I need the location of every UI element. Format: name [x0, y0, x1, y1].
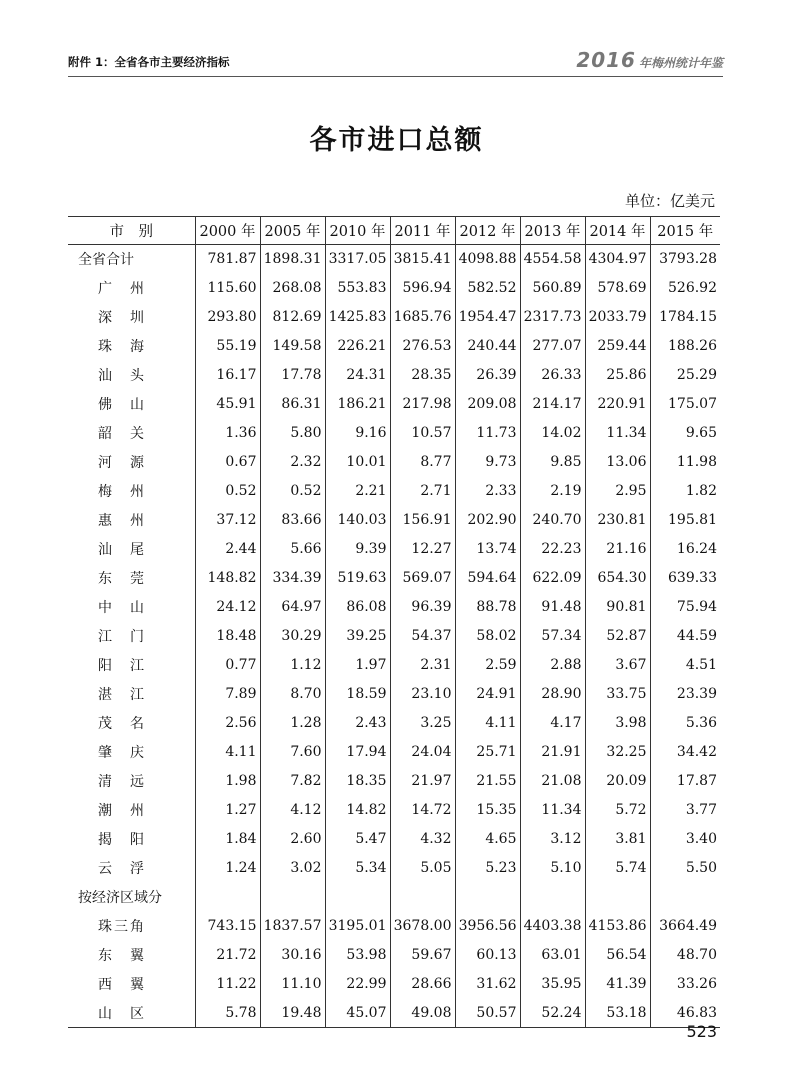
- table-cell: 175.07: [650, 390, 720, 419]
- table-cell: 26.33: [520, 361, 585, 390]
- table-row: [68, 361, 720, 390]
- section-label: 附件 1：全省各市主要经济指标: [68, 55, 230, 69]
- table-cell: 277.07: [520, 332, 585, 361]
- row-label: 江 门: [98, 629, 146, 645]
- table-cell: 48.70: [650, 941, 720, 970]
- table-cell: 1.12: [260, 651, 325, 680]
- table-cell: 2033.79: [585, 303, 650, 332]
- table-cell: 3.77: [650, 796, 720, 825]
- table-cell: 334.39: [260, 564, 325, 593]
- table-cell: 1425.83: [325, 303, 390, 332]
- table-cell: 46.83: [650, 999, 720, 1028]
- table-cell: 209.08: [455, 390, 520, 419]
- row-label: 肇 庆: [98, 745, 146, 761]
- table-cell: 156.91: [390, 506, 455, 535]
- table-cell: 75.94: [650, 593, 720, 622]
- table-cell: 57.34: [520, 622, 585, 651]
- table-cell: 5.50: [650, 854, 720, 883]
- table-cell: 2.32: [260, 448, 325, 477]
- table-cell: 4.12: [260, 796, 325, 825]
- table-row: [68, 506, 720, 535]
- table-cell: 812.69: [260, 303, 325, 332]
- table-cell: 594.64: [455, 564, 520, 593]
- table-cell: 9.16: [325, 419, 390, 448]
- table-cell: 5.05: [390, 854, 455, 883]
- table-cell: 11.34: [520, 796, 585, 825]
- table-row: [68, 535, 720, 564]
- table-cell: 56.54: [585, 941, 650, 970]
- table-cell: 622.09: [520, 564, 585, 593]
- table-row: [68, 767, 720, 796]
- table-cell: 582.52: [455, 274, 520, 303]
- table-cell: 24.31: [325, 361, 390, 390]
- table-cell: 0.52: [260, 477, 325, 506]
- table-cell: 4554.58: [520, 245, 585, 274]
- row-label: 湛 江: [98, 687, 146, 703]
- table-cell: 569.07: [390, 564, 455, 593]
- table-cell: [195, 883, 260, 912]
- table-cell: 11.10: [260, 970, 325, 999]
- table-row: [68, 825, 720, 854]
- table-cell: 3.02: [260, 854, 325, 883]
- table-row: [68, 651, 720, 680]
- table-cell: 21.72: [195, 941, 260, 970]
- table-header-row: [68, 217, 720, 245]
- table-cell: 1.27: [195, 796, 260, 825]
- table-cell: 23.10: [390, 680, 455, 709]
- table-cell: 24.91: [455, 680, 520, 709]
- table-cell: 2.31: [390, 651, 455, 680]
- table-cell: 1.97: [325, 651, 390, 680]
- table-cell: 148.82: [195, 564, 260, 593]
- table-cell: [520, 883, 585, 912]
- table-cell: 4.32: [390, 825, 455, 854]
- table-cell: 2.95: [585, 477, 650, 506]
- table-cell: 596.94: [390, 274, 455, 303]
- table-cell: 526.92: [650, 274, 720, 303]
- table-cell: 86.31: [260, 390, 325, 419]
- row-label: 河 源: [98, 455, 146, 471]
- table-cell: 1954.47: [455, 303, 520, 332]
- table-cell: 4403.38: [520, 912, 585, 941]
- table-cell: 28.90: [520, 680, 585, 709]
- table-cell: 23.39: [650, 680, 720, 709]
- table-cell: 3815.41: [390, 245, 455, 274]
- table-cell: 21.08: [520, 767, 585, 796]
- table-cell: 10.01: [325, 448, 390, 477]
- table-cell: 149.58: [260, 332, 325, 361]
- table-cell: 8.70: [260, 680, 325, 709]
- table-cell: 34.42: [650, 738, 720, 767]
- table-cell: 90.81: [585, 593, 650, 622]
- row-label: 惠 州: [98, 513, 146, 529]
- table-cell: 3678.00: [390, 912, 455, 941]
- table-cell: [650, 883, 720, 912]
- table-cell: 86.08: [325, 593, 390, 622]
- row-label: 按经济区域分: [78, 890, 162, 906]
- table-cell: 19.48: [260, 999, 325, 1028]
- table-row: [68, 448, 720, 477]
- table-cell: 52.87: [585, 622, 650, 651]
- page-number: 523: [686, 1022, 717, 1041]
- table-cell: 4.11: [455, 709, 520, 738]
- table-cell: 44.59: [650, 622, 720, 651]
- table-cell: 14.72: [390, 796, 455, 825]
- table-cell: 202.90: [455, 506, 520, 535]
- row-label: 潮 州: [98, 803, 146, 819]
- yearbook-title: [576, 48, 723, 72]
- table-cell: [260, 883, 325, 912]
- table-cell: 10.57: [390, 419, 455, 448]
- table-cell: 214.17: [520, 390, 585, 419]
- table-cell: 0.67: [195, 448, 260, 477]
- table-cell: 25.86: [585, 361, 650, 390]
- table-cell: 9.39: [325, 535, 390, 564]
- table-row: [68, 999, 720, 1028]
- table-cell: 2.44: [195, 535, 260, 564]
- table-cell: 217.98: [390, 390, 455, 419]
- table-cell: 5.72: [585, 796, 650, 825]
- table-cell: 14.82: [325, 796, 390, 825]
- row-label: 全省合计: [78, 252, 134, 269]
- table-cell: 1.84: [195, 825, 260, 854]
- table-cell: 1685.76: [390, 303, 455, 332]
- table-row: [68, 564, 720, 593]
- table-cell: 9.85: [520, 448, 585, 477]
- table-cell: 24.12: [195, 593, 260, 622]
- table-cell: 2.59: [455, 651, 520, 680]
- table-cell: 22.99: [325, 970, 390, 999]
- row-label: 珠三角: [98, 919, 146, 935]
- table-cell: 30.16: [260, 941, 325, 970]
- table-cell: 21.16: [585, 535, 650, 564]
- table-cell: 11.98: [650, 448, 720, 477]
- table-row: [68, 390, 720, 419]
- table-cell: 22.23: [520, 535, 585, 564]
- table-row: [68, 245, 720, 274]
- table-row: [68, 419, 720, 448]
- table-cell: 276.53: [390, 332, 455, 361]
- table-row: [68, 912, 720, 941]
- row-label: 深 圳: [98, 310, 146, 326]
- table-row: [68, 680, 720, 709]
- table-cell: 30.29: [260, 622, 325, 651]
- table-cell: 25.29: [650, 361, 720, 390]
- table-cell: 220.91: [585, 390, 650, 419]
- table-cell: [390, 883, 455, 912]
- table-cell: 17.78: [260, 361, 325, 390]
- table-cell: 5.23: [455, 854, 520, 883]
- table-cell: 25.71: [455, 738, 520, 767]
- import-table: [68, 216, 720, 1028]
- row-label: 中 山: [98, 600, 146, 616]
- table-cell: 4.51: [650, 651, 720, 680]
- table-cell: 17.94: [325, 738, 390, 767]
- table-cell: 21.55: [455, 767, 520, 796]
- table-cell: 5.78: [195, 999, 260, 1028]
- table-cell: [585, 883, 650, 912]
- table-cell: 9.73: [455, 448, 520, 477]
- column-header-year: 2000 年: [195, 217, 260, 245]
- table-cell: 639.33: [650, 564, 720, 593]
- table-cell: 15.35: [455, 796, 520, 825]
- table-cell: 16.17: [195, 361, 260, 390]
- row-label: 清 远: [98, 774, 146, 790]
- table-cell: 186.21: [325, 390, 390, 419]
- table-cell: 2317.73: [520, 303, 585, 332]
- table-cell: 1.24: [195, 854, 260, 883]
- column-header-year: 2014 年: [585, 217, 650, 245]
- table-row: [68, 738, 720, 767]
- column-header-city: 市 别: [68, 217, 195, 245]
- table-row: [68, 796, 720, 825]
- table-cell: 1898.31: [260, 245, 325, 274]
- table-cell: 18.48: [195, 622, 260, 651]
- row-label: 珠 海: [98, 339, 146, 355]
- table-cell: 4.65: [455, 825, 520, 854]
- table-cell: 60.13: [455, 941, 520, 970]
- table-row: [68, 303, 720, 332]
- table-cell: 3.25: [390, 709, 455, 738]
- table-cell: 1837.57: [260, 912, 325, 941]
- table-cell: 45.07: [325, 999, 390, 1028]
- table-cell: 5.36: [650, 709, 720, 738]
- table-cell: 91.48: [520, 593, 585, 622]
- row-label: 韶 关: [98, 426, 146, 442]
- table-cell: 4304.97: [585, 245, 650, 274]
- row-label: 佛 山: [98, 397, 146, 413]
- table-row: [68, 709, 720, 738]
- table-cell: 1.98: [195, 767, 260, 796]
- table-cell: 45.91: [195, 390, 260, 419]
- table-cell: 11.73: [455, 419, 520, 448]
- table-cell: 12.27: [390, 535, 455, 564]
- table-row: [68, 332, 720, 361]
- table-cell: 21.91: [520, 738, 585, 767]
- table-cell: 35.95: [520, 970, 585, 999]
- table-cell: 11.34: [585, 419, 650, 448]
- table-cell: 13.74: [455, 535, 520, 564]
- table-cell: 54.37: [390, 622, 455, 651]
- table-cell: 5.10: [520, 854, 585, 883]
- table-row: [68, 883, 720, 912]
- table-cell: 226.21: [325, 332, 390, 361]
- table-cell: 3.98: [585, 709, 650, 738]
- row-label: 汕 尾: [98, 542, 146, 558]
- table-cell: 4.11: [195, 738, 260, 767]
- table-cell: 26.39: [455, 361, 520, 390]
- table-cell: [325, 883, 390, 912]
- table-cell: 13.06: [585, 448, 650, 477]
- table-cell: 14.02: [520, 419, 585, 448]
- table-cell: 2.88: [520, 651, 585, 680]
- table-cell: 3.67: [585, 651, 650, 680]
- table-row: [68, 622, 720, 651]
- table-cell: 5.34: [325, 854, 390, 883]
- table-cell: 53.98: [325, 941, 390, 970]
- table-cell: 28.66: [390, 970, 455, 999]
- table-cell: 1.82: [650, 477, 720, 506]
- table-cell: 5.47: [325, 825, 390, 854]
- table-cell: 3793.28: [650, 245, 720, 274]
- table-row: [68, 593, 720, 622]
- row-label: 阳 江: [98, 658, 146, 674]
- table-cell: 55.19: [195, 332, 260, 361]
- table-cell: 63.01: [520, 941, 585, 970]
- table-cell: 53.18: [585, 999, 650, 1028]
- yearbook-name: 年梅州统计年鉴: [638, 56, 723, 70]
- table-cell: 41.39: [585, 970, 650, 999]
- table-cell: 781.87: [195, 245, 260, 274]
- table-cell: 49.08: [390, 999, 455, 1028]
- table-cell: 3317.05: [325, 245, 390, 274]
- table-cell: 4153.86: [585, 912, 650, 941]
- table-cell: 7.60: [260, 738, 325, 767]
- table-cell: 33.26: [650, 970, 720, 999]
- row-label: 西 翼: [98, 977, 146, 993]
- table-cell: 32.25: [585, 738, 650, 767]
- row-label: 梅 州: [98, 484, 146, 500]
- table-cell: 0.77: [195, 651, 260, 680]
- table-cell: 58.02: [455, 622, 520, 651]
- row-label: 云 浮: [98, 861, 146, 877]
- table-cell: 293.80: [195, 303, 260, 332]
- table-cell: 743.15: [195, 912, 260, 941]
- table-row: [68, 854, 720, 883]
- row-label: 茂 名: [98, 716, 146, 732]
- table-cell: 31.62: [455, 970, 520, 999]
- column-header-year: 2012 年: [455, 217, 520, 245]
- table-cell: 1.28: [260, 709, 325, 738]
- table-cell: 654.30: [585, 564, 650, 593]
- table-cell: 5.66: [260, 535, 325, 564]
- table-cell: 39.25: [325, 622, 390, 651]
- table-body: [68, 245, 720, 1028]
- table-cell: 2.19: [520, 477, 585, 506]
- yearbook-year: 2016: [576, 48, 636, 72]
- table-cell: 578.69: [585, 274, 650, 303]
- table-cell: [455, 883, 520, 912]
- table-cell: 9.65: [650, 419, 720, 448]
- table-cell: 2.33: [455, 477, 520, 506]
- table-cell: 240.70: [520, 506, 585, 535]
- table-cell: 59.67: [390, 941, 455, 970]
- column-header-year: 2005 年: [260, 217, 325, 245]
- table-cell: 115.60: [195, 274, 260, 303]
- row-label: 揭 阳: [98, 832, 146, 848]
- table-cell: 20.09: [585, 767, 650, 796]
- table-cell: 188.26: [650, 332, 720, 361]
- table-cell: 553.83: [325, 274, 390, 303]
- table-cell: 3.40: [650, 825, 720, 854]
- table-cell: 1784.15: [650, 303, 720, 332]
- table-cell: 17.87: [650, 767, 720, 796]
- table-cell: 5.80: [260, 419, 325, 448]
- table-row: [68, 970, 720, 999]
- table-cell: 230.81: [585, 506, 650, 535]
- table-cell: 96.39: [390, 593, 455, 622]
- table-cell: 195.81: [650, 506, 720, 535]
- running-header: [68, 44, 723, 77]
- table-cell: 64.97: [260, 593, 325, 622]
- table-cell: 519.63: [325, 564, 390, 593]
- row-label: 东 翼: [98, 948, 146, 964]
- table-cell: 3664.49: [650, 912, 720, 941]
- table-cell: 11.22: [195, 970, 260, 999]
- table-cell: 28.35: [390, 361, 455, 390]
- table-cell: 268.08: [260, 274, 325, 303]
- table-cell: 7.82: [260, 767, 325, 796]
- table-cell: 24.04: [390, 738, 455, 767]
- table-cell: 33.75: [585, 680, 650, 709]
- table-cell: 3956.56: [455, 912, 520, 941]
- table-cell: 18.35: [325, 767, 390, 796]
- table-cell: 50.57: [455, 999, 520, 1028]
- table-cell: 3.81: [585, 825, 650, 854]
- table-cell: 3195.01: [325, 912, 390, 941]
- table-row: [68, 477, 720, 506]
- column-header-year: 2013 年: [520, 217, 585, 245]
- table-cell: 2.71: [390, 477, 455, 506]
- table-cell: 52.24: [520, 999, 585, 1028]
- table-cell: 259.44: [585, 332, 650, 361]
- table-cell: 18.59: [325, 680, 390, 709]
- table-cell: 88.78: [455, 593, 520, 622]
- row-label: 汕 头: [98, 368, 146, 384]
- table-cell: 1.36: [195, 419, 260, 448]
- table-cell: 0.52: [195, 477, 260, 506]
- table-cell: 4.17: [520, 709, 585, 738]
- table-row: [68, 941, 720, 970]
- column-header-year: 2011 年: [390, 217, 455, 245]
- table-cell: 2.21: [325, 477, 390, 506]
- table-cell: 560.89: [520, 274, 585, 303]
- unit-label: 单位：亿美元: [624, 192, 715, 210]
- row-label: 山 区: [68, 999, 195, 1028]
- table-cell: 2.43: [325, 709, 390, 738]
- row-label: 广 州: [98, 281, 146, 297]
- table-cell: 37.12: [195, 506, 260, 535]
- table-cell: 240.44: [455, 332, 520, 361]
- column-header-year: 2015 年: [650, 217, 720, 245]
- table-row: [68, 274, 720, 303]
- row-label: 东 莞: [98, 571, 146, 587]
- table-cell: 4098.88: [455, 245, 520, 274]
- table-cell: 140.03: [325, 506, 390, 535]
- table-cell: 2.60: [260, 825, 325, 854]
- table-cell: 7.89: [195, 680, 260, 709]
- column-header-year: 2010 年: [325, 217, 390, 245]
- table-cell: 21.97: [390, 767, 455, 796]
- table-cell: 83.66: [260, 506, 325, 535]
- table-cell: 3.12: [520, 825, 585, 854]
- table-cell: 5.74: [585, 854, 650, 883]
- page-title: 各市进口总额: [309, 125, 484, 156]
- table-cell: 8.77: [390, 448, 455, 477]
- table-cell: 2.56: [195, 709, 260, 738]
- table-cell: 16.24: [650, 535, 720, 564]
